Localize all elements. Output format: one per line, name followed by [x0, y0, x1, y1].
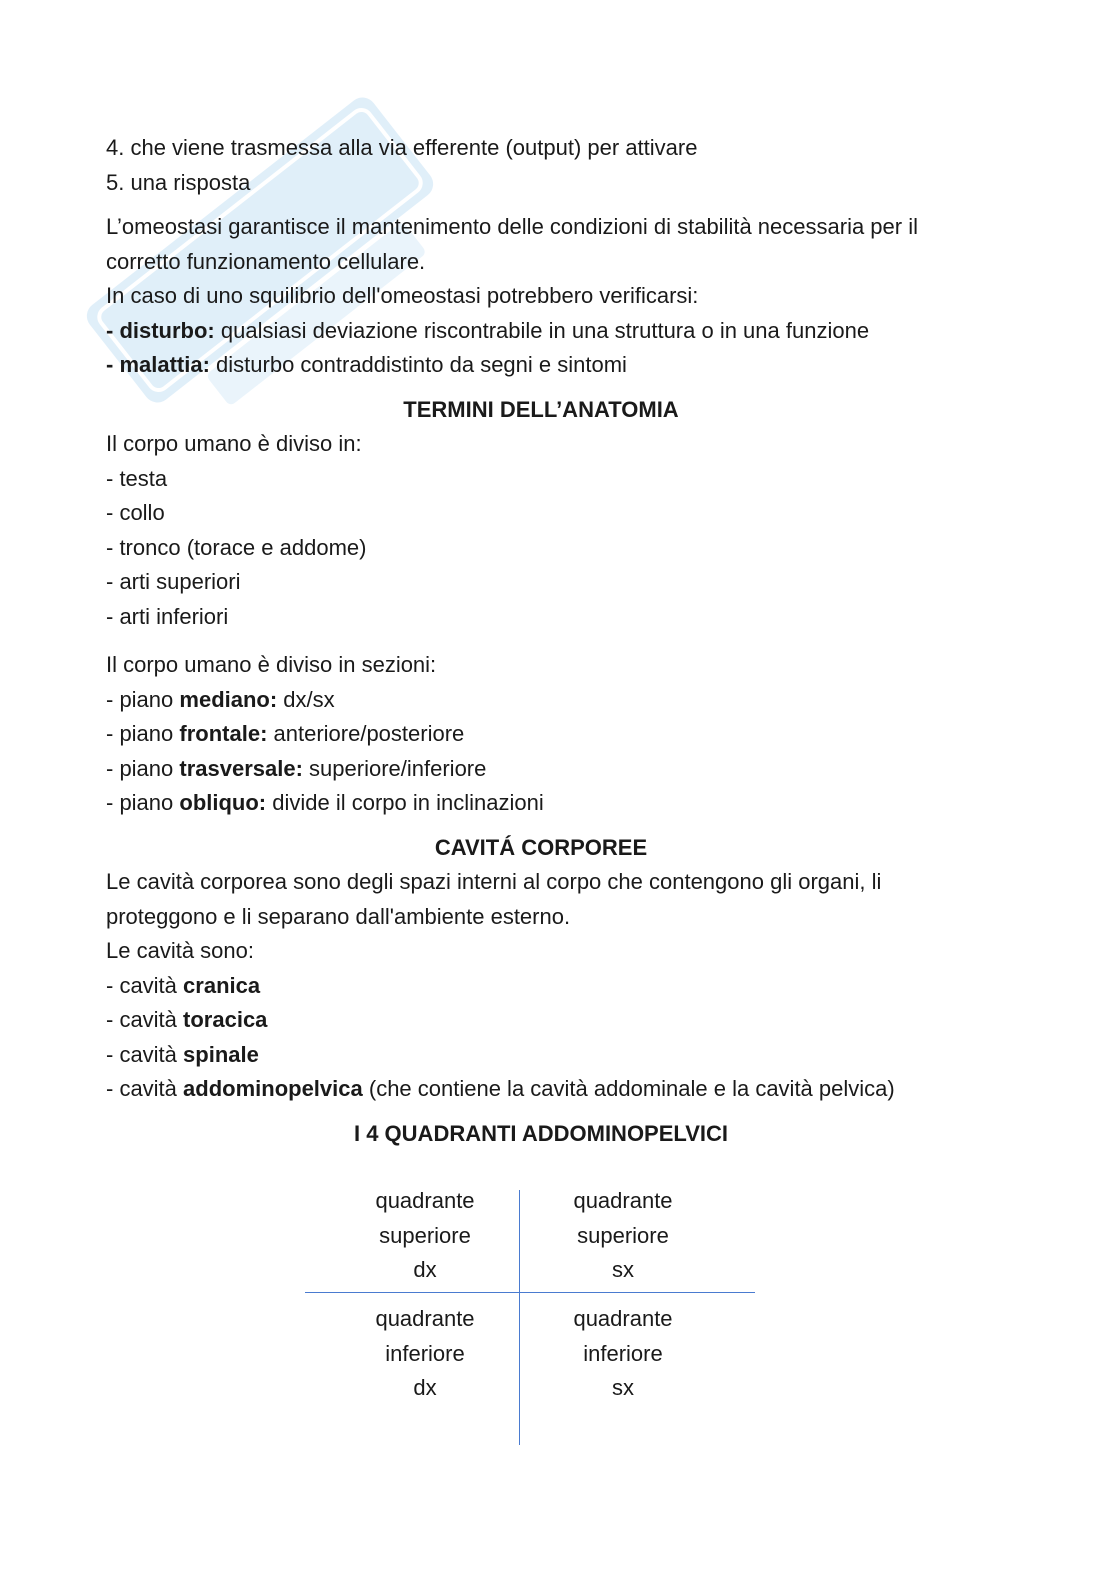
quadrant-label: dx [413, 1375, 437, 1400]
body-part-item: - testa [106, 465, 168, 491]
cavity-prefix: - cavità [106, 972, 184, 998]
quadrants-diagram [305, 1190, 755, 1445]
cavity-prefix: - cavità [106, 1076, 184, 1101]
plane-term: trasversale: [179, 755, 303, 781]
plane-term: frontale: [179, 721, 268, 746]
plane-desc: divide il corpo in inclinazioni [266, 790, 544, 815]
horizontal-divider [305, 1292, 755, 1293]
cavita-line-2: proteggono e li separano dall'ambiente esterno. [106, 903, 571, 929]
disturbo-desc: qualsiasi deviazione riscontrabile in una struttura o in una funzione [214, 317, 870, 343]
body-part-item: - arti inferiori [106, 603, 229, 629]
cavita-line-3: Le cavità sono: [106, 938, 254, 963]
malattia-definition [106, 348, 1006, 383]
section-heading-anatomia: TERMINI DELL’ANATOMIA [403, 396, 679, 422]
plane-prefix: - piano [106, 755, 180, 781]
quadrant-label: dx [413, 1257, 437, 1282]
quadrant-label: sx [612, 1375, 634, 1400]
plane-prefix: - piano [106, 790, 180, 815]
cavity-desc: (che contiene la cavità addominale e la cavità pelvica) [362, 1076, 895, 1101]
plane-item [106, 786, 1006, 821]
list-item-5: 5. una risposta [106, 169, 251, 195]
plane-item [106, 717, 1006, 752]
malattia-desc: disturbo contraddistinto da segni e sintomi [209, 352, 627, 377]
plane-desc: anteriore/posteriore [267, 721, 465, 746]
omeostasi-line-3: In caso di uno squilibrio dell'omeostasi potrebbero verificarsi: [106, 283, 699, 308]
quadrant-label: sx [612, 1257, 634, 1282]
list-item-4: 4. che viene trasmessa alla via efferente (output) per attivare [106, 135, 698, 160]
cavity-item [106, 969, 1006, 1004]
omeostasi-line-1: L’omeostasi garantisce il mantenimento delle condizioni di stabilità necessaria per il [106, 214, 918, 239]
section-heading-quadranti: I 4 QUADRANTI ADDOMINOPELVICI [353, 1120, 728, 1146]
quadrant-upper-left [523, 1184, 723, 1288]
body-part-item: - collo [106, 500, 165, 525]
quadrant-lower-right [325, 1302, 525, 1406]
plane-prefix: - piano [106, 721, 180, 746]
cavity-prefix: - cavità [106, 1041, 184, 1067]
plane-item [106, 752, 1006, 787]
disturbo-definition [106, 314, 1006, 349]
cavity-prefix: - cavità [106, 1007, 184, 1032]
plane-item [106, 683, 1006, 718]
cavity-item [106, 1038, 1006, 1073]
plane-prefix: - piano [106, 686, 180, 712]
omeostasi-line-2: corretto funzionamento cellulare. [106, 248, 426, 274]
cavity-term: addominopelvica [183, 1076, 363, 1101]
quadrant-label: superiore [379, 1222, 471, 1248]
cavity-term: toracica [183, 1007, 268, 1032]
cavity-item [106, 1072, 1006, 1107]
body-part-item: - arti superiori [106, 569, 241, 594]
quadrant-upper-right [325, 1184, 525, 1288]
cavita-line-1: Le cavità corporea sono degli spazi interni al corpo che contengono gli organi, li [106, 869, 882, 894]
plane-term: obliquo: [179, 790, 267, 815]
quadrant-label: quadrante [573, 1188, 673, 1213]
plane-desc: superiore/inferiore [302, 755, 487, 781]
quadrant-label: inferiore [583, 1340, 663, 1366]
quadrant-label: quadrante [375, 1188, 475, 1213]
cavity-term: spinale [183, 1041, 259, 1067]
plane-term: mediano: [179, 686, 278, 712]
quadrant-label: quadrante [375, 1306, 475, 1331]
quadrant-label: quadrante [573, 1306, 673, 1331]
plane-desc: dx/sx [277, 686, 335, 712]
cavity-term: cranica [183, 972, 261, 998]
cavity-item [106, 1003, 1006, 1038]
quadrant-lower-left [523, 1302, 723, 1406]
quadrant-label: inferiore [385, 1340, 465, 1366]
section-heading-cavita: CAVITÁ CORPOREE [434, 834, 648, 860]
document-body [106, 131, 1006, 1151]
malattia-term: - malattia: [106, 352, 210, 377]
sezioni-intro: Il corpo umano è diviso in sezioni: [106, 652, 437, 677]
body-part-item: - tronco (torace e addome) [106, 534, 367, 560]
disturbo-term: - disturbo: [106, 317, 215, 343]
quadrant-label: superiore [577, 1222, 669, 1248]
anatomia-intro: Il corpo umano è diviso in: [106, 431, 362, 456]
